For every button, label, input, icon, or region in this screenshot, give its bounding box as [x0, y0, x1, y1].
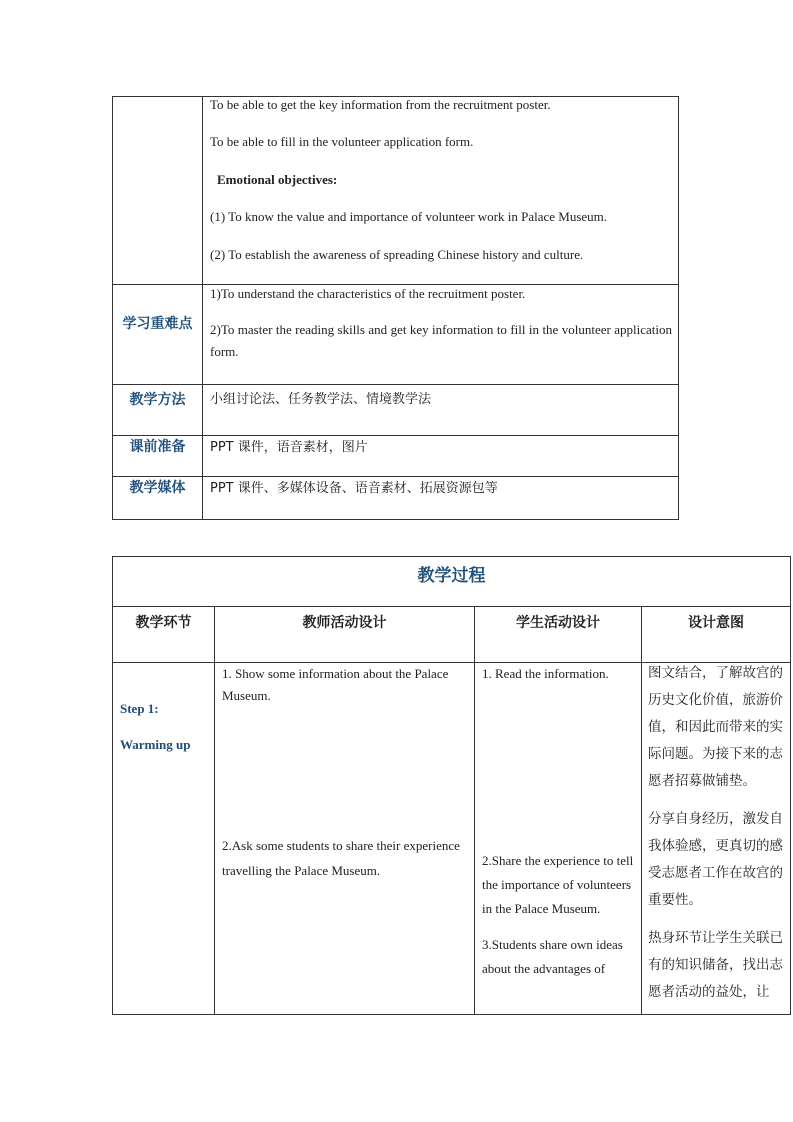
objective-line-1: To be able to get the key information from the recruitment poster. — [210, 97, 551, 112]
objectives-cell — [203, 97, 679, 285]
step-title: Step 1: — [120, 701, 159, 716]
objective-line-4: (2) To establish the awareness of spreading Chinese history and culture. — [210, 247, 584, 262]
emotional-objectives-heading: Emotional objectives: — [217, 172, 338, 187]
preparation-label: 课前准备 — [113, 436, 203, 477]
key-point-2: 2)To master the reading skills and get key information to fill in the volunteer application form. — [210, 322, 672, 359]
lesson-info-table — [112, 96, 679, 520]
step-name: Warming up — [120, 737, 191, 752]
objective-line-2: To be able to fill in the volunteer application form. — [210, 134, 474, 149]
preparation-value: PPT 课件，语音素材，图片 — [203, 436, 679, 477]
header-student-activity: 学生活动设计 — [475, 607, 642, 663]
methods-label: 教学方法 — [113, 385, 203, 436]
media-label: 教学媒体 — [113, 477, 203, 520]
key-points-cell — [203, 285, 679, 385]
objective-line-3: (1) To know the value and importance of volunteer work in Palace Museum. — [210, 209, 608, 224]
student-activity-3: 3.Students share own ideas about the advantages of — [482, 937, 623, 976]
teaching-process-table — [112, 556, 791, 1015]
design-intent-cell — [642, 663, 791, 1015]
student-activity-1: 1. Read the information. — [482, 666, 609, 681]
header-stage: 教学环节 — [113, 607, 215, 663]
teacher-activity-cell — [215, 663, 475, 1015]
teacher-activity-2: 2.Ask some students to share their experience travelling the Palace Museum. — [222, 838, 460, 878]
header-design-intent: 设计意图 — [642, 607, 791, 663]
key-points-label: 学习重难点 — [113, 285, 203, 385]
header-teacher-activity: 教师活动设计 — [215, 607, 475, 663]
process-title: 教学过程 — [113, 557, 791, 607]
teacher-activity-1: 1. Show some information about the Palace Museum. — [222, 666, 449, 703]
step-cell — [113, 663, 215, 1015]
key-point-1: 1)To understand the characteristics of the recruitment poster. — [210, 286, 526, 301]
design-intent-2: 分享自身经历，激发自我体验感，更真切的感受志愿者工作在故宫的重要性。 — [648, 811, 783, 908]
design-intent-3: 热身环节让学生关联已有的知识储备，找出志愿者活动的益处，让 — [648, 930, 783, 1000]
objectives-label-cell — [113, 97, 203, 285]
design-intent-1: 图文结合，了解故宫的历史文化价值，旅游价值，和因此而带来的实际问题。为接下来的志愿者招募做铺垫。 — [648, 665, 783, 789]
student-activity-cell — [475, 663, 642, 1015]
student-activity-2: 2.Share the experience to tell the importance of volunteers in the Palace Museum. — [482, 853, 634, 916]
media-value: PPT 课件、多媒体设备、语音素材、拓展资源包等 — [203, 477, 679, 520]
methods-value: 小组讨论法、任务教学法、情境教学法 — [203, 385, 679, 436]
